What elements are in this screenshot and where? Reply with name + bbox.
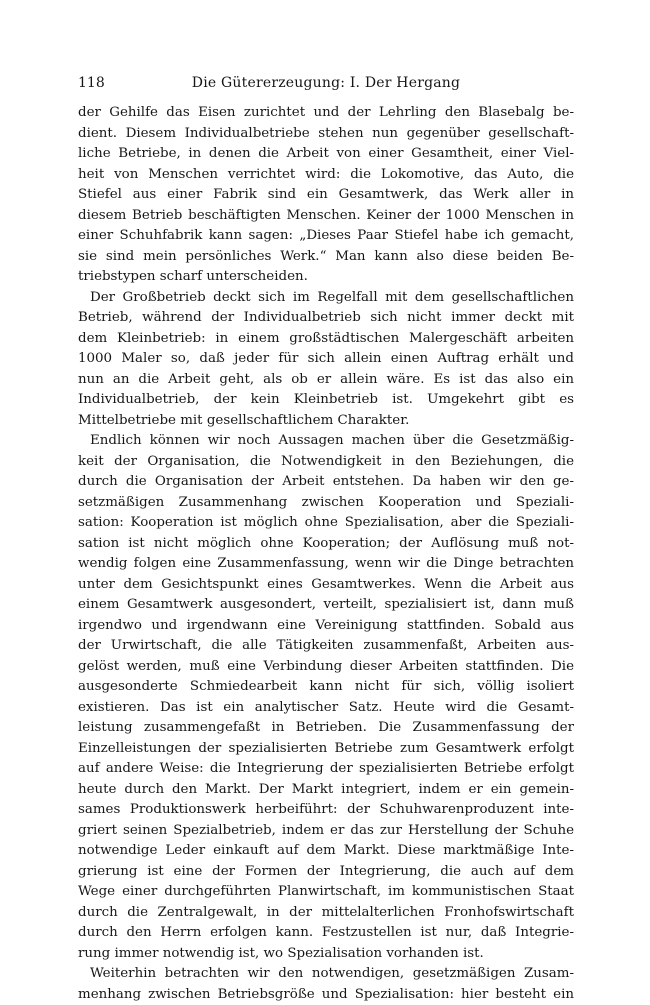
text-line: der Gehilfe das Eisen zurichtet und der Lehrling den Blasebalg be-	[78, 103, 574, 124]
text-line: nun an die Arbeit geht, als ob er allein wäre. Es ist das also ein	[78, 370, 574, 391]
text-line: heit von Menschen verrichtet wird: die Lokomotive, das Auto, die	[78, 165, 574, 186]
text-line: sation: Kooperation ist möglich ohne Spezialisation, aber die Speziali-	[78, 513, 574, 534]
text-line: irgendwo und irgendwann eine Vereinigung stattfinden. Sobald aus	[78, 616, 574, 637]
text-line: rung immer notwendig ist, wo Spezialisation vorhanden ist.	[78, 944, 574, 965]
text-line: sames Produktionswerk herbeiführt: der Schuhwarenproduzent inte-	[78, 800, 574, 821]
text-line: auf andere Weise: die Integrierung der spezialisierten Betriebe erfolgt	[78, 759, 574, 780]
body-text	[78, 103, 574, 1005]
text-line: Einzelleistungen der spezialisierten Betriebe zum Gesamtwerk erfolgt	[78, 739, 574, 760]
text-line: 1000 Maler so, daß jeder für sich allein einen Auftrag erhält und	[78, 349, 574, 370]
text-line: setzmäßigen Zusammenhang zwischen Kooperation und Speziali-	[78, 493, 574, 514]
text-line: griert seinen Spezialbetrieb, indem er das zur Herstellung der Schuhe	[78, 821, 574, 842]
text-line: triebstypen scharf unterscheiden.	[78, 267, 574, 288]
text-line: notwendige Leder einkauft auf dem Markt. Diese marktmäßige Inte-	[78, 841, 574, 862]
text-line: Weiterhin betrachten wir den notwendigen, gesetzmäßigen Zusam-	[78, 964, 574, 985]
text-line: wendig folgen eine Zusammenfassung, wenn wir die Dinge betrachten	[78, 554, 574, 575]
text-line: liche Betriebe, in denen die Arbeit von einer Gesamtheit, einer Viel-	[78, 144, 574, 165]
text-line: einer Schuhfabrik kann sagen: „Dieses Paar Stiefel habe ich gemacht,	[78, 226, 574, 247]
text-line: leistung zusammengefaßt in Betrieben. Die Zusammenfassung der	[78, 718, 574, 739]
text-line: existieren. Das ist ein analytischer Satz. Heute wird die Gesamt-	[78, 698, 574, 719]
page-number: 118	[78, 74, 105, 92]
text-line: durch den Herrn erfolgen kann. Festzustellen ist nur, daß Integrie-	[78, 923, 574, 944]
text-line: durch die Zentralgewalt, in der mittelalterlichen Fronhofswirtschaft	[78, 903, 574, 924]
text-line: keit der Organisation, die Notwendigkeit in den Beziehungen, die	[78, 452, 574, 473]
text-line: sie sind mein persönliches Werk.“ Man kann also diese beiden Be-	[78, 247, 574, 268]
text-line: einem Gesamtwerk ausgesondert, verteilt, spezialisiert ist, dann muß	[78, 595, 574, 616]
text-line: heute durch den Markt. Der Markt integriert, indem er ein gemein-	[78, 780, 574, 801]
text-line: diesem Betrieb beschäftigten Menschen. Keiner der 1000 Menschen in	[78, 206, 574, 227]
page-header	[78, 74, 574, 96]
running-title: Die Gütererzeugung: I. Der Hergang	[78, 74, 574, 92]
text-line: Individualbetrieb, der kein Kleinbetrieb ist. Umgekehrt gibt es	[78, 390, 574, 411]
text-line: durch die Organisation der Arbeit entstehen. Da haben wir den ge-	[78, 472, 574, 493]
text-line: ausgesonderte Schmiedearbeit kann nicht für sich, völlig isoliert	[78, 677, 574, 698]
text-line: dem Kleinbetrieb: in einem großstädtischen Malergeschäft arbeiten	[78, 329, 574, 350]
text-line: menhang zwischen Betriebsgröße und Spezialisation: hier besteht ein	[78, 985, 574, 1005]
text-line: Betrieb, während der Individualbetrieb sich nicht immer deckt mit	[78, 308, 574, 329]
text-line: gelöst werden, muß eine Verbindung dieser Arbeiten stattfinden. Die	[78, 657, 574, 678]
text-line: Mittelbetriebe mit gesellschaftlichem Charakter.	[78, 411, 574, 432]
text-line: dient. Diesem Individualbetriebe stehen nun gegenüber gesellschaft-	[78, 124, 574, 145]
text-line: sation ist nicht möglich ohne Kooperation; der Auflösung muß not-	[78, 534, 574, 555]
text-line: Endlich können wir noch Aussagen machen über die Gesetzmäßig-	[78, 431, 574, 452]
text-line: Stiefel aus einer Fabrik sind ein Gesamtwerk, das Werk aller in	[78, 185, 574, 206]
text-line: grierung ist eine der Formen der Integrierung, die auch auf dem	[78, 862, 574, 883]
text-line: Der Großbetrieb deckt sich im Regelfall mit dem gesellschaftlichen	[78, 288, 574, 309]
text-line: Wege einer durchgeführten Planwirtschaft, im kommunistischen Staat	[78, 882, 574, 903]
text-line: unter dem Gesichtspunkt eines Gesamtwerkes. Wenn die Arbeit aus	[78, 575, 574, 596]
text-line: der Urwirtschaft, die alle Tätigkeiten zusammenfaßt, Arbeiten aus-	[78, 636, 574, 657]
